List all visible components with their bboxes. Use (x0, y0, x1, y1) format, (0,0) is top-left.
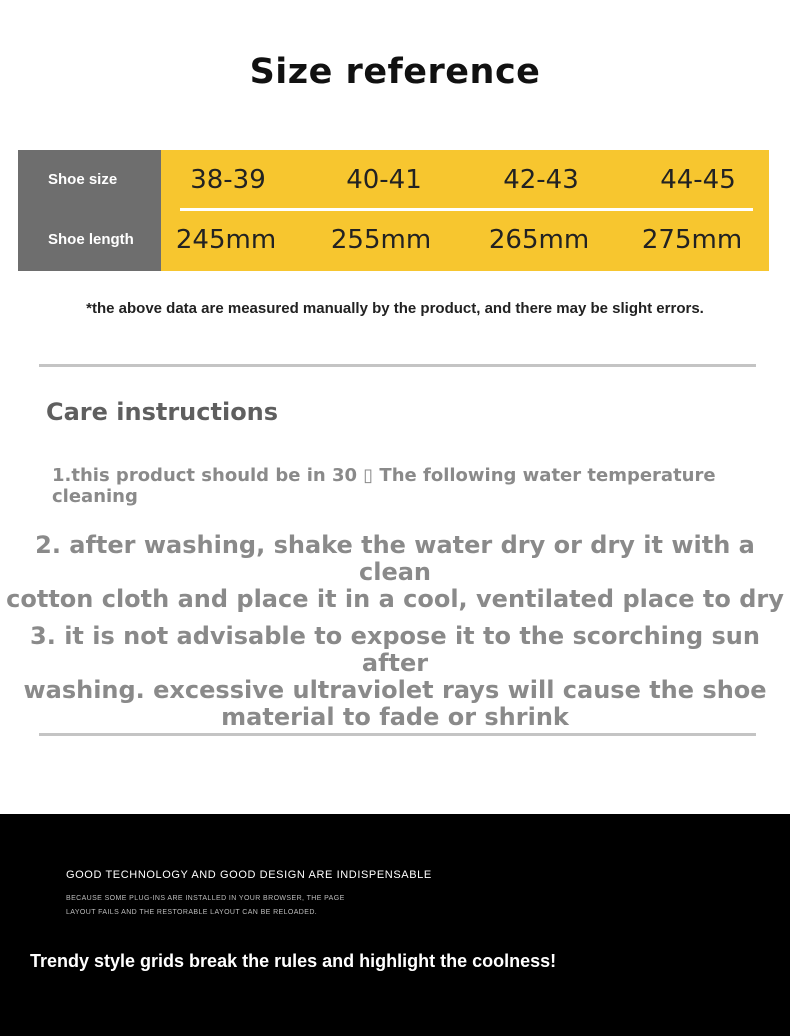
care-item-3-line-3: material to fade or shrink (221, 703, 569, 731)
footer-small-line-2: LAYOUT FAILS AND THE RESTORABLE LAYOUT CAN BE RELOADED. (66, 909, 318, 916)
row-label-shoe-size: Shoe size (48, 171, 118, 188)
footer-tagline: GOOD TECHNOLOGY AND GOOD DESIGN ARE INDISPENSABLE (66, 869, 432, 881)
footer-banner (0, 814, 790, 1036)
length-cell: 275mm (641, 225, 743, 255)
care-item-2-line-1: 2. after washing, shake the water dry or dry it with a clean (35, 531, 755, 586)
size-cell: 44-45 (660, 165, 736, 195)
size-table-values (161, 150, 769, 271)
measurement-note: *the above data are measured manually by the product, and there may be slight errors. (86, 300, 704, 317)
length-cell: 255mm (330, 225, 432, 255)
size-table-label-column (18, 150, 161, 271)
size-cell: 40-41 (346, 165, 422, 195)
care-item-1: 1.this product should be in 30 ▯ The following water temperature cleaning (52, 465, 716, 507)
divider-bottom (39, 733, 756, 736)
divider-top (39, 364, 756, 367)
care-item-2-line-2: cotton cloth and place it in a cool, ventilated place to dry (6, 585, 784, 613)
length-cell: 245mm (175, 225, 277, 255)
care-item-2 (0, 532, 790, 613)
size-cell: 38-39 (190, 165, 266, 195)
size-cell: 42-43 (503, 165, 579, 195)
size-table (18, 150, 769, 271)
table-divider (180, 208, 753, 211)
care-item-3 (0, 623, 790, 731)
care-item-3-line-1: 3. it is not advisable to expose it to the scorching sun after (30, 622, 760, 677)
row-label-shoe-length: Shoe length (48, 231, 134, 248)
length-cell: 265mm (488, 225, 590, 255)
footer-small-line-1: BECAUSE SOME PLUG-INS ARE INSTALLED IN YOUR BROWSER, THE PAGE (66, 895, 345, 902)
care-heading: Care instructions (46, 398, 279, 426)
care-item-3-line-2: washing. excessive ultraviolet rays will cause the shoe (23, 676, 767, 704)
footer-slogan: Trendy style grids break the rules and highlight the coolness! (30, 951, 557, 971)
page-title: Size reference (249, 52, 541, 92)
